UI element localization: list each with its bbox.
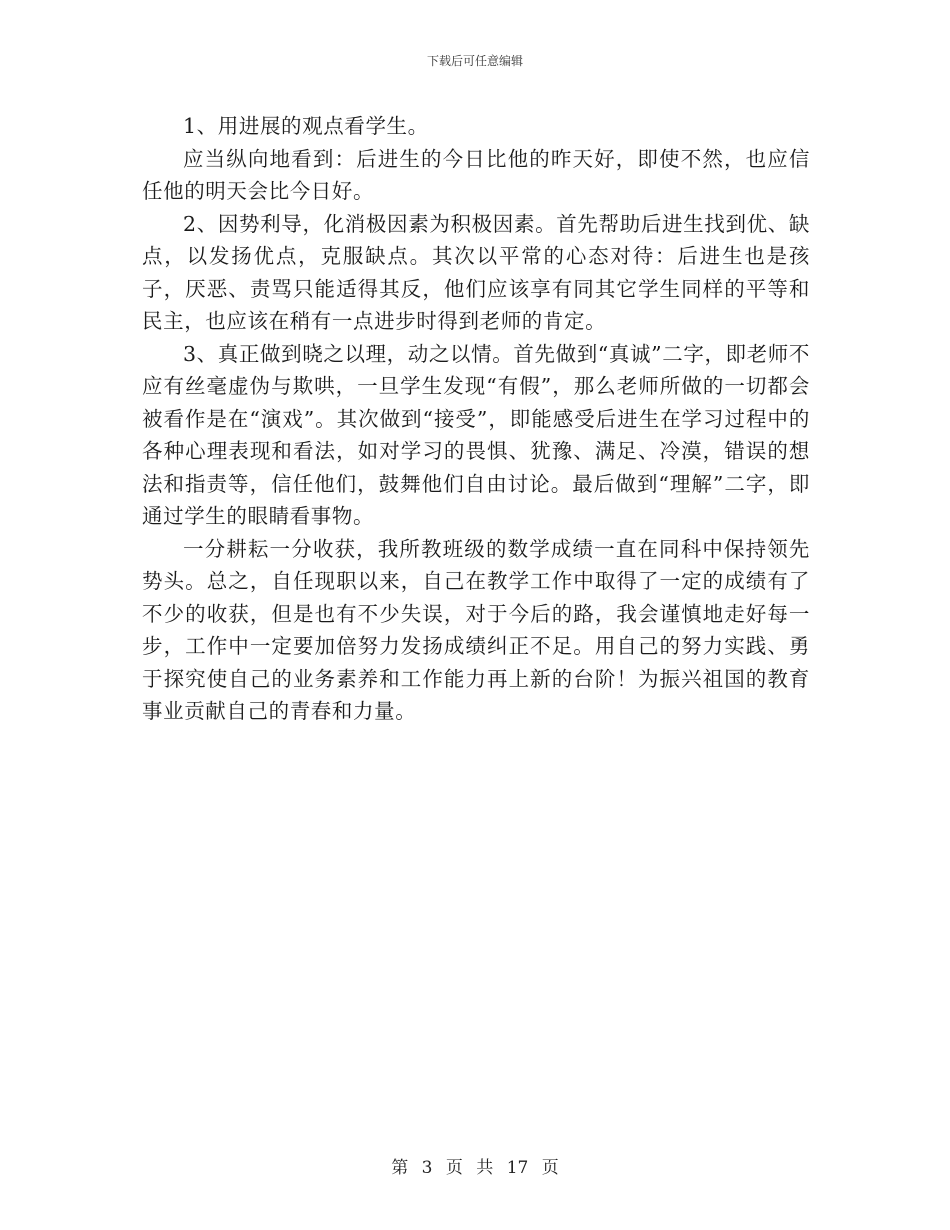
paragraph-4: 3、真正做到晓之以理，动之以情。首先做到“真诚”二字，即老师不应有丝毫虚伪与欺哄，一旦学生发现“有假”，那么老师所做的一切都会被看作是在“演戏”。其次做到“接受”，即能感受后进生在学习过程中的各种心理表现和看法，如对学习的畏惧、犹豫、满足、冷漠，错误的想法和指责等，信任他们，鼓舞他们自由讨论。最后做到“理解”二字，即通过学生的眼睛看事物。: [142, 341, 810, 528]
footer-total-word: 共: [476, 1158, 494, 1178]
page-footer: [0, 1153, 950, 1178]
footer-prefix: 第: [391, 1158, 409, 1178]
current-page-number: 3: [421, 1158, 433, 1178]
footer-suffix: 页: [541, 1158, 559, 1178]
paragraph-3: 2、因势利导，化消极因素为积极因素。首先帮助后进生找到优、缺点，以发扬优点，克服缺点。其次以平常的心态对待：后进生也是孩子，厌恶、责骂只能适得其反，他们应该享有同其它学生同样的平等和民主，也应该在稍有一点进步时得到老师的肯定。: [142, 211, 810, 333]
document-body: [142, 110, 810, 728]
paragraph-5: 一分耕耘一分收获，我所教班级的数学成绩一直在同科中保持领先势头。总之，自任现职以来，自己在教学工作中取得了一定的成绩有了不少的收获，但是也有不少失误，对于今后的路，我会谨慎地走好每一步，工作中一定要加倍努力发扬成绩纠正不足。用自己的努力实践、勇于探究使自己的业务素养和工作能力再上新的台阶！为振兴祖国的教育事业贡献自己的青春和力量。: [142, 536, 810, 723]
footer-page-word: 页: [445, 1158, 463, 1178]
total-page-count: 17: [506, 1158, 529, 1178]
paragraph-1: 1、用进展的观点看学生。: [183, 114, 429, 138]
paragraph-2: 应当纵向地看到：后进生的今日比他的昨天好，即使不然，也应信任他的明天会比今日好。: [142, 146, 810, 203]
page-header-note: 下载后可任意编辑: [426, 54, 523, 68]
